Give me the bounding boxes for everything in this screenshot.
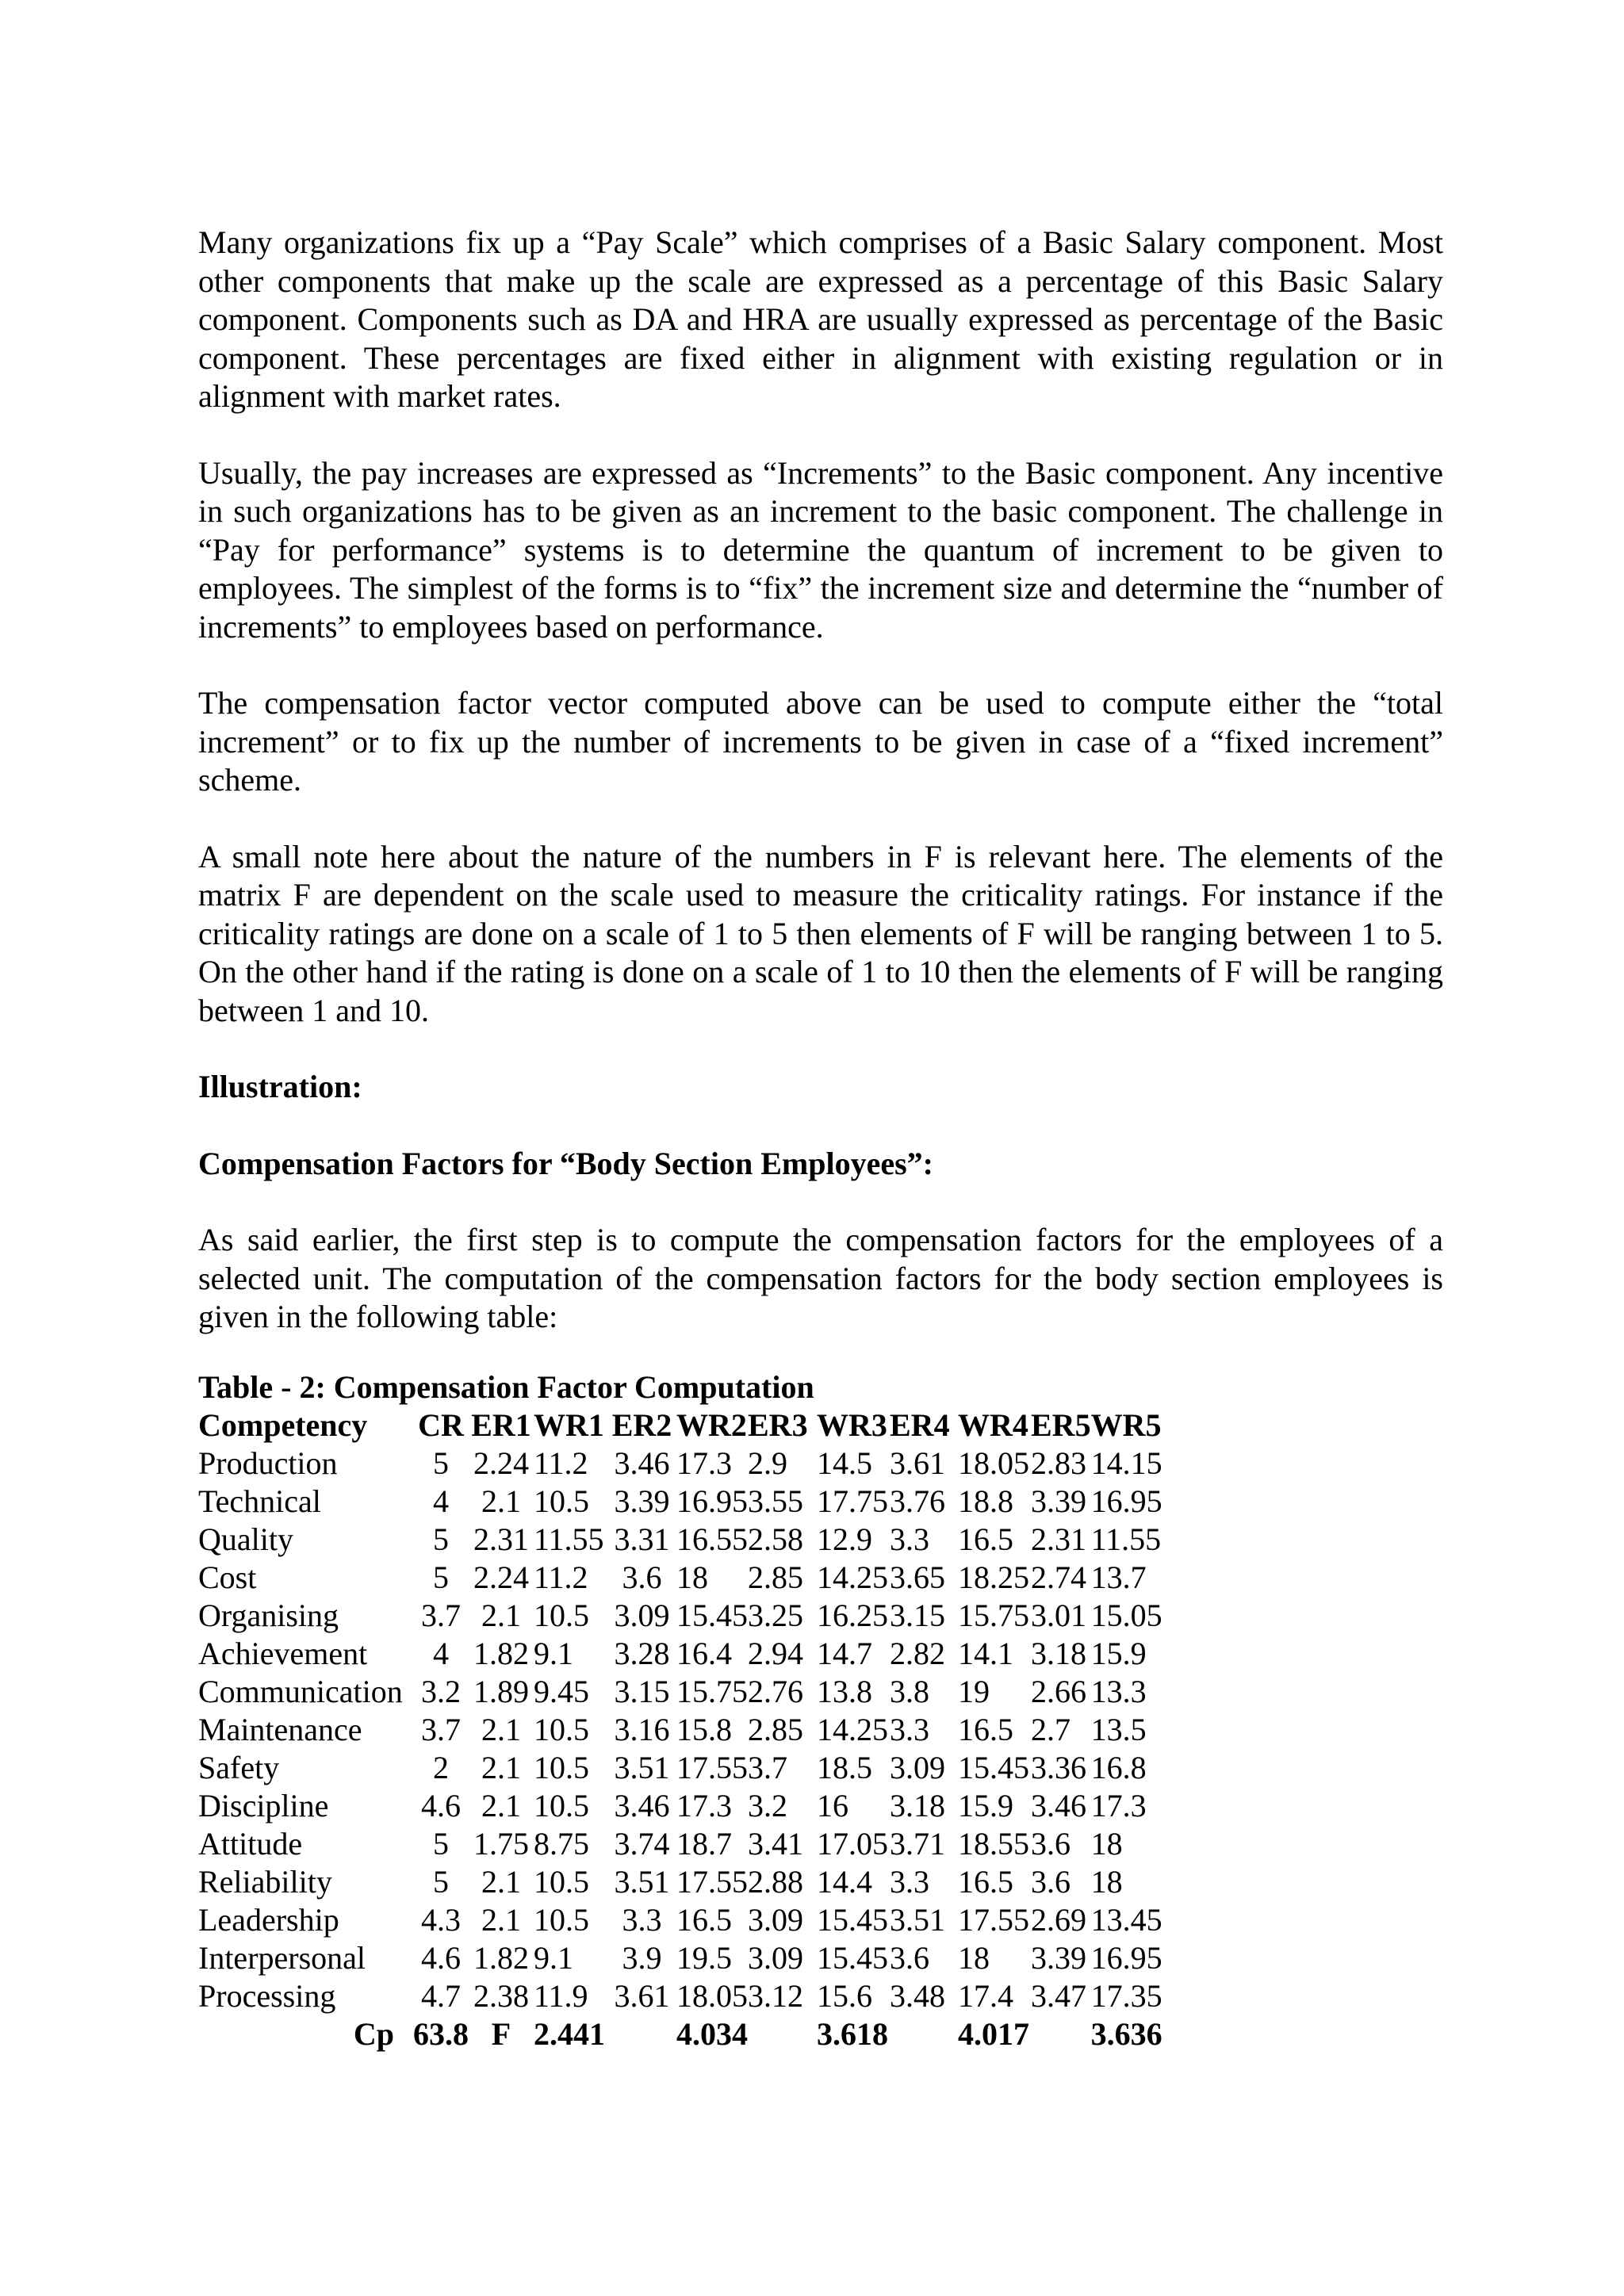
value-cell: 3.25 xyxy=(748,1597,803,1633)
value-cell: 14.25 xyxy=(817,1711,888,1747)
value-cell: 2.1 xyxy=(481,1749,521,1785)
value-cell: 2.85 xyxy=(748,1559,803,1595)
value-cell: 4.7 xyxy=(421,1977,461,2014)
f-value-4: 4.017 xyxy=(958,2015,1029,2052)
value-cell: 11.55 xyxy=(534,1521,604,1557)
value-cell: 3.39 xyxy=(1031,1939,1086,1976)
header-cell: WR2 xyxy=(676,1406,747,1443)
value-cell: 16 xyxy=(817,1787,848,1823)
value-cell: 13.45 xyxy=(1090,1901,1162,1938)
header-cell: ER3 xyxy=(748,1406,808,1443)
value-cell: 18.05 xyxy=(676,1977,748,2014)
value-cell: 17.3 xyxy=(1090,1787,1147,1823)
value-cell: 4 xyxy=(433,1483,449,1519)
value-cell: 18 xyxy=(1090,1863,1123,1900)
value-cell: 13.8 xyxy=(817,1673,872,1709)
value-cell: 2.31 xyxy=(473,1521,529,1557)
value-cell: 15.75 xyxy=(676,1673,748,1709)
value-cell: 3.3 xyxy=(622,1901,662,1938)
value-cell: 13.3 xyxy=(1090,1673,1147,1709)
value-cell: 2.24 xyxy=(473,1445,529,1481)
value-cell: 3.6 xyxy=(1031,1825,1071,1862)
value-cell: 10.5 xyxy=(534,1711,589,1747)
competency-cell: Maintenance xyxy=(198,1711,362,1747)
value-cell: 17.3 xyxy=(676,1787,732,1823)
value-cell: 17.75 xyxy=(817,1483,888,1519)
value-cell: 3.18 xyxy=(890,1787,945,1823)
table-row xyxy=(198,1673,1162,1711)
value-cell: 13.7 xyxy=(1090,1559,1147,1595)
value-cell: 18.05 xyxy=(958,1445,1029,1481)
value-cell: 3.8 xyxy=(890,1673,929,1709)
value-cell: 3.36 xyxy=(1031,1749,1086,1785)
value-cell: 16.55 xyxy=(676,1521,748,1557)
value-cell: 2.1 xyxy=(481,1787,521,1823)
table-row xyxy=(198,1635,1162,1673)
competency-cell: Organising xyxy=(198,1597,339,1633)
table-row xyxy=(198,1711,1162,1749)
value-cell: 3.15 xyxy=(614,1673,670,1709)
value-cell: 5 xyxy=(433,1863,449,1900)
paragraph-note-on-f: A small note here about the nature of the numbers in F is relevant here. The elements of the matrix F are dependent on the scale used to measure the criticality ratings. For instance if the criticality ratings are done on a scale of 1 to 5 then elements of F will be ranging between 1 to 5. On the other hand if the rating is done on a scale of 1 to 10 then the elements of F will be ranging between 1 and 10. xyxy=(198,838,1443,1028)
value-cell: 3.12 xyxy=(748,1977,803,2014)
value-cell: 2.24 xyxy=(473,1559,529,1595)
value-cell: 17.55 xyxy=(958,1901,1029,1938)
value-cell: 15.9 xyxy=(1090,1635,1147,1671)
value-cell: 18.5 xyxy=(817,1749,872,1785)
value-cell: 3.7 xyxy=(421,1711,461,1747)
value-cell: 19 xyxy=(958,1673,990,1709)
value-cell: 16.5 xyxy=(958,1711,1013,1747)
value-cell: 2.94 xyxy=(748,1635,803,1671)
value-cell: 3.48 xyxy=(890,1977,945,2014)
table-body xyxy=(198,1445,1162,2015)
value-cell: 3.3 xyxy=(890,1863,929,1900)
value-cell: 14.15 xyxy=(1090,1445,1162,1481)
value-cell: 3.6 xyxy=(622,1559,662,1595)
competency-cell: Cost xyxy=(198,1559,257,1595)
value-cell: 14.1 xyxy=(958,1635,1013,1671)
value-cell: 3.3 xyxy=(890,1521,929,1557)
value-cell: 18.55 xyxy=(958,1825,1029,1862)
value-cell: 18 xyxy=(676,1559,708,1595)
value-cell: 3.46 xyxy=(614,1787,670,1823)
heading-compensation-factors: Compensation Factors for “Body Section Employees”: xyxy=(198,1145,933,1181)
value-cell: 16.4 xyxy=(676,1635,732,1671)
paragraph-compensation-vector: The compensation factor vector computed above can be used to compute either the “total increment” or to fix up the number of increments to be given in case of a “fixed increment” scheme. xyxy=(198,685,1443,798)
competency-cell: Discipline xyxy=(198,1787,329,1823)
value-cell: 10.5 xyxy=(534,1483,589,1519)
value-cell: 15.45 xyxy=(676,1597,748,1633)
value-cell: 16.25 xyxy=(817,1597,888,1633)
value-cell: 16.95 xyxy=(1090,1483,1162,1519)
value-cell: 13.5 xyxy=(1090,1711,1147,1747)
header-cell: ER2 xyxy=(611,1406,672,1443)
value-cell: 5 xyxy=(433,1559,449,1595)
header-cell: WR3 xyxy=(817,1406,887,1443)
value-cell: 3.51 xyxy=(614,1749,670,1785)
header-cell: ER4 xyxy=(890,1406,950,1443)
value-cell: 2.76 xyxy=(748,1673,803,1709)
competency-cell: Quality xyxy=(198,1521,293,1557)
value-cell: 18.7 xyxy=(676,1825,732,1862)
table-row xyxy=(198,1977,1162,2015)
value-cell: 1.82 xyxy=(473,1939,529,1976)
value-cell: 5 xyxy=(433,1521,449,1557)
header-cell: WR5 xyxy=(1090,1406,1162,1443)
value-cell: 11.2 xyxy=(534,1445,588,1481)
value-cell: 3.09 xyxy=(748,1901,803,1938)
f-value-1: 2.441 xyxy=(534,2015,605,2052)
compensation-factor-table xyxy=(198,1406,1162,2053)
header-cell: WR4 xyxy=(958,1406,1028,1443)
table-row xyxy=(198,1521,1162,1559)
value-cell: 3.76 xyxy=(890,1483,945,1519)
value-cell: 1.75 xyxy=(473,1825,529,1862)
value-cell: 10.5 xyxy=(534,1787,589,1823)
value-cell: 3.31 xyxy=(614,1521,670,1557)
value-cell: 3.2 xyxy=(421,1673,461,1709)
value-cell: 3.61 xyxy=(614,1977,670,2014)
table-row xyxy=(198,1597,1162,1635)
header-cell: Competency xyxy=(198,1406,368,1443)
value-cell: 3.09 xyxy=(614,1597,670,1633)
value-cell: 2.9 xyxy=(748,1445,787,1481)
value-cell: 2 xyxy=(433,1749,449,1785)
value-cell: 2.31 xyxy=(1031,1521,1086,1557)
value-cell: 3.6 xyxy=(890,1939,929,1976)
value-cell: 14.4 xyxy=(817,1863,872,1900)
value-cell: 3.6 xyxy=(1031,1863,1071,1900)
value-cell: 1.82 xyxy=(473,1635,529,1671)
value-cell: 3.16 xyxy=(614,1711,670,1747)
value-cell: 3.46 xyxy=(1031,1787,1086,1823)
value-cell: 10.5 xyxy=(534,1749,589,1785)
value-cell: 3.01 xyxy=(1031,1597,1086,1633)
value-cell: 14.25 xyxy=(817,1559,888,1595)
value-cell: 3.9 xyxy=(622,1939,662,1976)
value-cell: 3.09 xyxy=(748,1939,803,1976)
value-cell: 17.35 xyxy=(1090,1977,1162,2014)
value-cell: 15.6 xyxy=(817,1977,872,2014)
table-title: Table - 2: Compensation Factor Computation xyxy=(198,1368,814,1405)
value-cell: 2.74 xyxy=(1031,1559,1086,1595)
paragraph-intro-table: As said earlier, the first step is to compute the compensation factors for the employees of a selected unit. The computation of the compensation factors for the body section employees is given in the following table: xyxy=(198,1222,1443,1334)
value-cell: 11.2 xyxy=(534,1559,588,1595)
competency-cell: Communication xyxy=(198,1673,403,1709)
header-cell: CR xyxy=(418,1406,464,1443)
paragraph-pay-scale: Many organizations fix up a “Pay Scale” which comprises of a Basic Salary component. Most other components that make up the scale are expressed as a percentage of this Basic Salary component. Components such as DA and HRA are usually expressed as percentage of the Basic component. These percentages are fixed either in alignment with existing regulation or in alignment with market rates. xyxy=(198,224,1443,414)
value-cell: 2.38 xyxy=(473,1977,529,2014)
value-cell: 10.5 xyxy=(534,1901,589,1938)
value-cell: 8.75 xyxy=(534,1825,589,1862)
value-cell: 3.55 xyxy=(748,1483,803,1519)
value-cell: 16.95 xyxy=(676,1483,748,1519)
value-cell: 3.41 xyxy=(748,1825,803,1862)
competency-cell: Leadership xyxy=(198,1901,339,1938)
table-row xyxy=(198,1863,1162,1901)
value-cell: 3.3 xyxy=(890,1711,929,1747)
value-cell: 3.18 xyxy=(1031,1635,1086,1671)
competency-cell: Technical xyxy=(198,1483,321,1519)
value-cell: 19.5 xyxy=(676,1939,732,1976)
value-cell: 2.1 xyxy=(481,1863,521,1900)
competency-cell: Processing xyxy=(198,1977,336,2014)
heading-illustration: Illustration: xyxy=(198,1069,362,1104)
table-summary-row xyxy=(198,2015,1162,2053)
value-cell: 16.5 xyxy=(958,1521,1013,1557)
value-cell: 2.83 xyxy=(1031,1445,1086,1481)
f-value-5: 3.636 xyxy=(1090,2015,1162,2052)
value-cell: 3.7 xyxy=(748,1749,787,1785)
value-cell: 4 xyxy=(433,1635,449,1671)
value-cell: 4.6 xyxy=(421,1787,461,1823)
value-cell: 3.51 xyxy=(890,1901,945,1938)
value-cell: 18 xyxy=(1090,1825,1123,1862)
value-cell: 3.47 xyxy=(1031,1977,1086,2014)
header-cell: WR1 xyxy=(534,1406,604,1443)
value-cell: 3.39 xyxy=(614,1483,670,1519)
value-cell: 17.55 xyxy=(676,1863,748,1900)
competency-cell: Attitude xyxy=(198,1825,303,1862)
value-cell: 1.89 xyxy=(473,1673,529,1709)
value-cell: 15.9 xyxy=(958,1787,1013,1823)
value-cell: 4.6 xyxy=(421,1939,461,1976)
value-cell: 2.7 xyxy=(1031,1711,1071,1747)
value-cell: 2.82 xyxy=(890,1635,945,1671)
value-cell: 18.8 xyxy=(958,1483,1013,1519)
header-cell: ER5 xyxy=(1031,1406,1091,1443)
value-cell: 16.8 xyxy=(1090,1749,1147,1785)
value-cell: 3.28 xyxy=(614,1635,670,1671)
value-cell: 11.55 xyxy=(1090,1521,1162,1557)
value-cell: 2.1 xyxy=(481,1483,521,1519)
value-cell: 3.15 xyxy=(890,1597,945,1633)
value-cell: 3.2 xyxy=(748,1787,787,1823)
value-cell: 5 xyxy=(433,1825,449,1862)
value-cell: 2.88 xyxy=(748,1863,803,1900)
value-cell: 17.05 xyxy=(817,1825,888,1862)
competency-cell: Achievement xyxy=(198,1635,368,1671)
value-cell: 2.85 xyxy=(748,1711,803,1747)
value-cell: 17.55 xyxy=(676,1749,748,1785)
value-cell: 18 xyxy=(958,1939,990,1976)
value-cell: 2.58 xyxy=(748,1521,803,1557)
value-cell: 16.5 xyxy=(958,1863,1013,1900)
competency-cell: Production xyxy=(198,1445,338,1481)
paragraph-increments: Usually, the pay increases are expressed as “Increments” to the Basic component. Any incentive in such organizations has to be given as an increment to the basic component. The challenge in “Pay for performance” systems is to determine the quantum of increment to be given to employees. The simplest of the forms is to “fix” the increment size and determine the “number of increments” to employees based on performance. xyxy=(198,454,1443,645)
value-cell: 9.1 xyxy=(534,1939,573,1976)
value-cell: 14.7 xyxy=(817,1635,872,1671)
header-cell: ER1 xyxy=(471,1406,531,1443)
table-row xyxy=(198,1559,1162,1597)
value-cell: 9.1 xyxy=(534,1635,573,1671)
value-cell: 9.45 xyxy=(534,1673,589,1709)
value-cell: 15.45 xyxy=(817,1939,888,1976)
value-cell: 18.25 xyxy=(958,1559,1029,1595)
value-cell: 10.5 xyxy=(534,1863,589,1900)
value-cell: 2.1 xyxy=(481,1901,521,1938)
cp-label: Cp xyxy=(353,2015,394,2052)
value-cell: 3.39 xyxy=(1031,1483,1086,1519)
value-cell: 15.8 xyxy=(676,1711,732,1747)
table-row xyxy=(198,1825,1162,1863)
value-cell: 16.5 xyxy=(676,1901,732,1938)
table-row xyxy=(198,1939,1162,1977)
value-cell: 17.4 xyxy=(958,1977,1013,2014)
value-cell: 15.45 xyxy=(817,1901,888,1938)
table-row xyxy=(198,1483,1162,1521)
value-cell: 14.5 xyxy=(817,1445,872,1481)
competency-cell: Safety xyxy=(198,1749,280,1785)
table-row xyxy=(198,1445,1162,1483)
value-cell: 3.7 xyxy=(421,1597,461,1633)
value-cell: 3.71 xyxy=(890,1825,945,1862)
value-cell: 11.9 xyxy=(534,1977,588,2014)
value-cell: 3.74 xyxy=(614,1825,670,1862)
value-cell: 15.05 xyxy=(1090,1597,1162,1633)
table-row xyxy=(198,1901,1162,1939)
value-cell: 3.65 xyxy=(890,1559,945,1595)
value-cell: 2.1 xyxy=(481,1711,521,1747)
table-header-row xyxy=(198,1406,1162,1445)
value-cell: 15.75 xyxy=(958,1597,1029,1633)
competency-cell: Interpersonal xyxy=(198,1939,366,1976)
value-cell: 4.3 xyxy=(421,1901,461,1938)
value-cell: 5 xyxy=(433,1445,449,1481)
value-cell: 16.95 xyxy=(1090,1939,1162,1976)
value-cell: 2.66 xyxy=(1031,1673,1086,1709)
cp-value: 63.8 xyxy=(413,2015,469,2052)
document-page xyxy=(198,224,1443,2053)
value-cell: 3.51 xyxy=(614,1863,670,1900)
value-cell: 12.9 xyxy=(817,1521,872,1557)
value-cell: 10.5 xyxy=(534,1597,589,1633)
value-cell: 3.61 xyxy=(890,1445,945,1481)
table-row xyxy=(198,1749,1162,1787)
table-row xyxy=(198,1787,1162,1825)
value-cell: 17.3 xyxy=(676,1445,732,1481)
competency-cell: Reliability xyxy=(198,1863,332,1900)
value-cell: 15.45 xyxy=(958,1749,1029,1785)
value-cell: 2.69 xyxy=(1031,1901,1086,1938)
f-value-2: 4.034 xyxy=(676,2015,748,2052)
f-label: F xyxy=(491,2015,511,2052)
value-cell: 2.1 xyxy=(481,1597,521,1633)
value-cell: 3.46 xyxy=(614,1445,670,1481)
f-value-3: 3.618 xyxy=(817,2015,888,2052)
value-cell: 3.09 xyxy=(890,1749,945,1785)
